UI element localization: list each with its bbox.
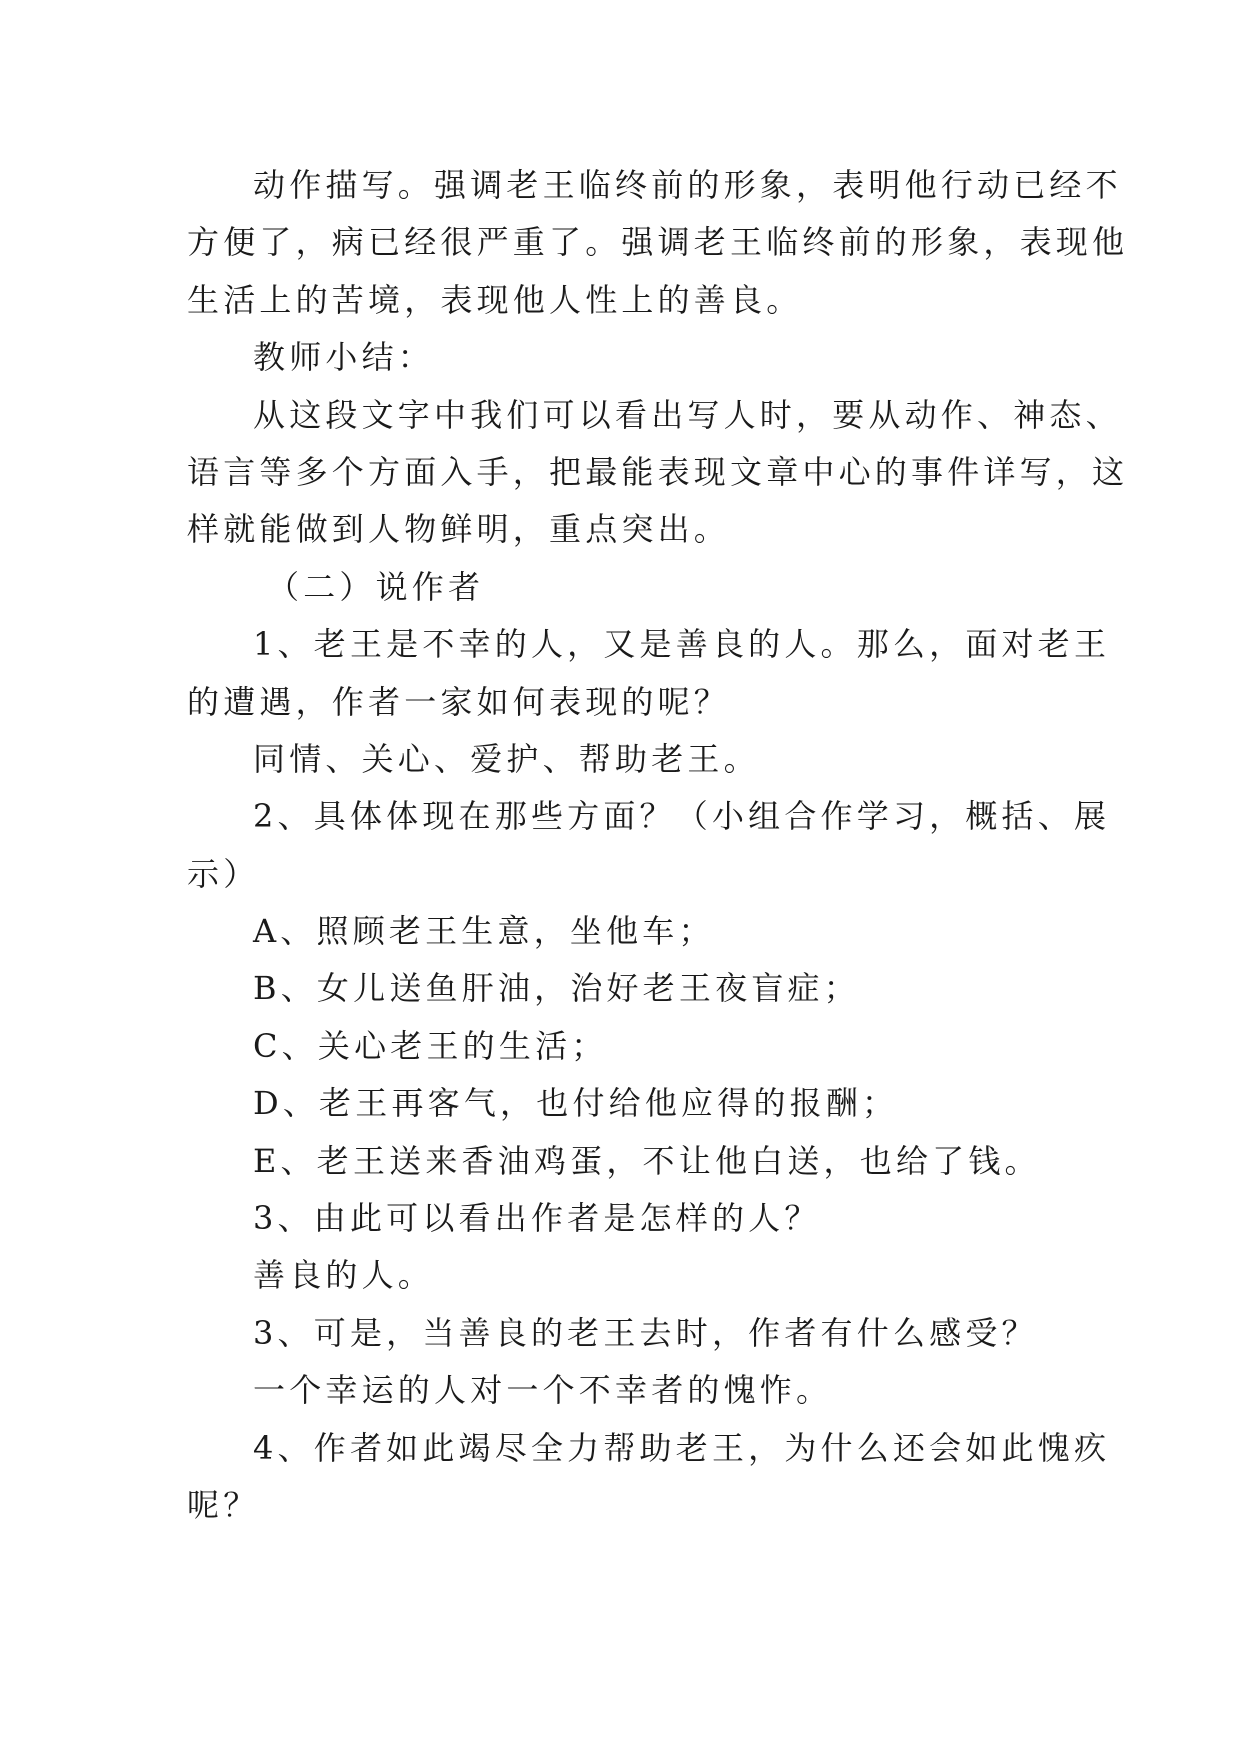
paragraph-line: 示） bbox=[187, 854, 260, 893]
paragraph-line: 动作描写。强调老王临终前的形象，表明他行动已经不 bbox=[253, 166, 1122, 204]
list-item: D、老王再客气，也付给他应得的报酬； bbox=[253, 1084, 899, 1123]
paragraph-line: 3、由此可以看出作者是怎样的人？ bbox=[253, 1199, 821, 1238]
paragraph-line: 样就能做到人物鲜明，重点突出。 bbox=[187, 510, 731, 549]
paragraph-line: 一个幸运的人对一个不幸者的愧怍。 bbox=[253, 1371, 833, 1410]
paragraph-line: 方便了，病已经很严重了。强调老王临终前的形象，表现他 bbox=[187, 223, 1129, 262]
paragraph-line: 教师小结： bbox=[253, 338, 435, 377]
paragraph-line: 的遭遇，作者一家如何表现的呢？ bbox=[187, 682, 731, 721]
paragraph-line: 从这段文字中我们可以看出写人时，要从动作、神态、 bbox=[253, 395, 1122, 434]
list-item: A、照顾老王生意，坐他车； bbox=[253, 912, 715, 951]
document-body bbox=[187, 157, 1129, 1534]
list-item: C、关心老王的生活； bbox=[253, 1026, 608, 1065]
paragraph-line: 4、作者如此竭尽全力帮助老王，为什么还会如此愧疚 bbox=[253, 1428, 1111, 1467]
list-item: B、女儿送鱼肝油，治好老王夜盲症； bbox=[253, 969, 860, 1008]
paragraph-line: 3、可是，当善良的老王去时，作者有什么感受？ bbox=[253, 1313, 1038, 1352]
paragraph-line: 1、老王是不幸的人，又是善良的人。那么，面对老王 bbox=[253, 625, 1111, 664]
paragraph-line: 善良的人。 bbox=[253, 1256, 435, 1295]
paragraph-line: 呢？ bbox=[187, 1485, 260, 1524]
paragraph-line: 同情、关心、爱护、帮助老王。 bbox=[253, 739, 760, 778]
list-item: E、老王送来香油鸡蛋，不让他白送，也给了钱。 bbox=[253, 1141, 1041, 1180]
paragraph-line: 2、具体体现在那些方面？（小组合作学习，概括、展 bbox=[253, 797, 1111, 836]
paragraph-line: 语言等多个方面入手，把最能表现文章中心的事件详写，这 bbox=[187, 452, 1129, 491]
paragraph-line: 生活上的苦境，表现他人性上的善良。 bbox=[187, 280, 803, 319]
section-heading: （二）说作者 bbox=[267, 567, 485, 606]
